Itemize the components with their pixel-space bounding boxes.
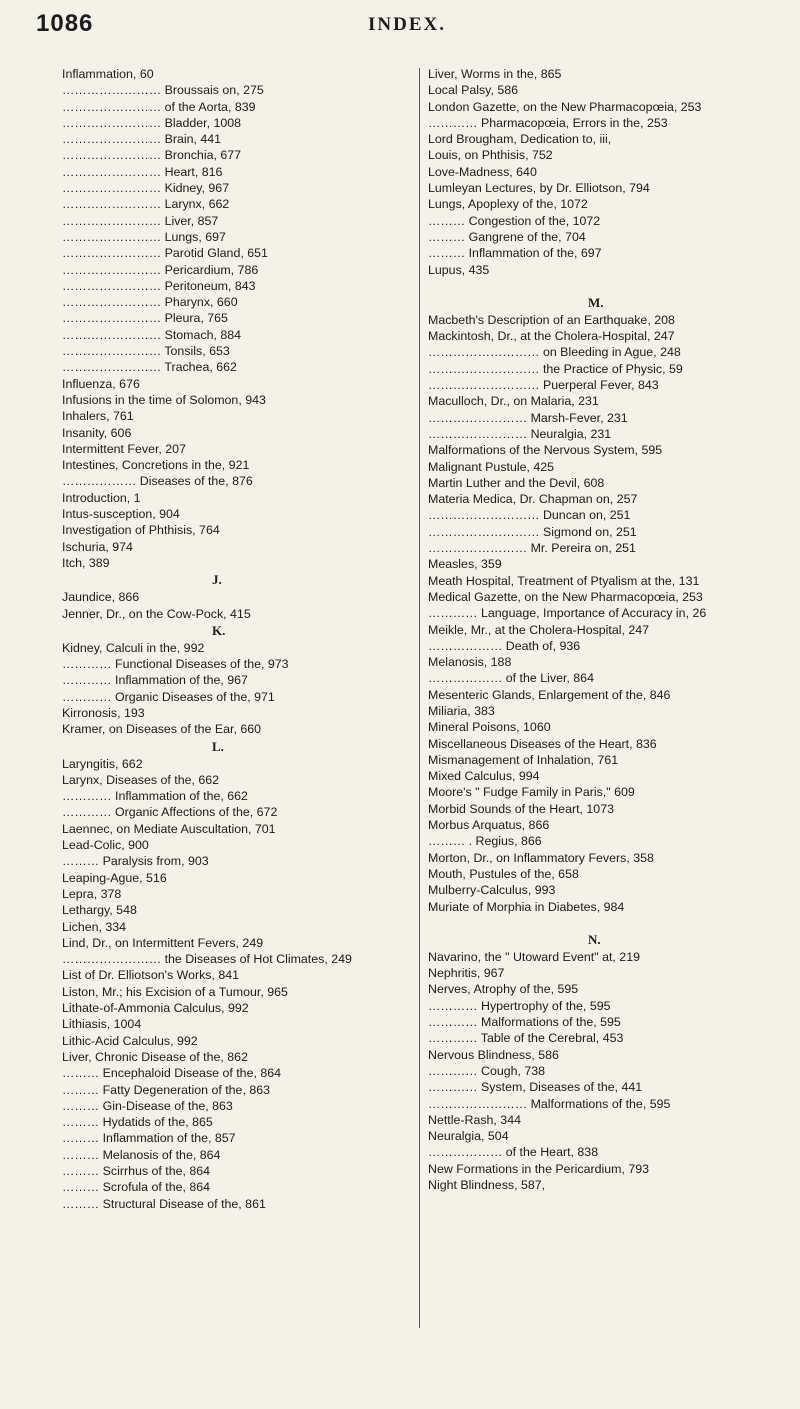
- index-entry: ……… Paralysis from, 903: [62, 854, 209, 869]
- letter-heading: N.: [588, 931, 601, 947]
- index-entry: Lichen, 334: [62, 919, 127, 934]
- index-entry: ……… Congestion of the, 1072: [428, 213, 601, 228]
- index-entry: List of Dr. Elliotson's Works, 841: [62, 968, 240, 983]
- index-entry: Lithic-Acid Calculus, 992: [62, 1033, 198, 1048]
- index-entry: Lethargy, 548: [62, 903, 137, 918]
- index-entry: …………………… Liver, 857: [62, 213, 219, 228]
- index-entry: ……………………… Duncan on, 251: [428, 508, 631, 523]
- index-entry: ………… System, Diseases of the, 441: [428, 1080, 643, 1095]
- index-entry: Neuralgia, 504: [428, 1129, 509, 1144]
- index-entry: Mouth, Pustules of the, 658: [428, 866, 579, 881]
- index-entry: ………… Organic Affections of the, 672: [62, 805, 278, 820]
- index-entry: ……………………… Puerperal Fever, 843: [428, 378, 659, 393]
- index-entry: …………………… Heart, 816: [62, 164, 223, 179]
- index-entry: Nettle-Rash, 344: [428, 1112, 521, 1127]
- index-entry: Lungs, Apoplexy of the, 1072: [428, 197, 588, 212]
- index-entry: Nervous Blindness, 586: [428, 1047, 559, 1062]
- index-entry: …………………… Bronchia, 677: [62, 148, 242, 163]
- index-entry: Laryngitis, 662: [62, 756, 143, 771]
- section-gap: [428, 915, 790, 931]
- index-entry: Melanosis, 188: [428, 655, 512, 670]
- index-entry: Lupus, 435: [428, 262, 490, 277]
- index-entry: ………… Cough, 738: [428, 1063, 546, 1078]
- index-entry: Malformations of the Nervous System, 595: [428, 443, 663, 458]
- index-entry: …………………… of the Aorta, 839: [62, 99, 256, 114]
- page-header: [0, 10, 800, 50]
- index-entry: Nerves, Atrophy of the, 595: [428, 982, 579, 997]
- index-entry: ……… Encephaloid Disease of the, 864: [62, 1066, 282, 1081]
- index-entry: Mineral Poisons, 1060: [428, 720, 551, 735]
- index-entry: ……………………… the Practice of Physic, 59: [428, 361, 683, 376]
- index-entry: Laennec, on Mediate Auscultation, 701: [62, 821, 276, 836]
- index-entry: Introduction, 1: [62, 490, 141, 505]
- index-entry: ……… Hydatids of the, 865: [62, 1115, 213, 1130]
- index-entry: Influenza, 676: [62, 376, 140, 391]
- index-entry: Jaundice, 866: [62, 590, 140, 605]
- index-entry: Kirronosis, 193: [62, 705, 145, 720]
- index-entry: Love-Madness, 640: [428, 164, 537, 179]
- index-entry: Lepra, 378: [62, 886, 122, 901]
- index-entry: ……… Inflammation of the, 857: [62, 1131, 236, 1146]
- index-entry: Lumleyan Lectures, by Dr. Elliotson, 794: [428, 181, 650, 196]
- index-entry: ……… . Regius, 866: [428, 834, 542, 849]
- index-entry: Meath Hospital, Treatment of Ptyalism at the, 131: [428, 573, 700, 588]
- index-entry: Louis, on Phthisis, 752: [428, 148, 553, 163]
- index-entry: Mulberry-Calculus, 993: [428, 883, 556, 898]
- index-entry: …………………… Mr. Pereira on, 251: [428, 541, 636, 556]
- index-entry: Larynx, Diseases of the, 662: [62, 772, 220, 787]
- index-entry: Ischuria, 974: [62, 539, 133, 554]
- index-entry: ………… Malformations of the, 595: [428, 1015, 621, 1030]
- index-entry: ………… Organic Diseases of the, 971: [62, 689, 275, 704]
- index-entry: ………… Hypertrophy of the, 595: [428, 998, 611, 1013]
- letter-heading: J.: [212, 572, 222, 588]
- index-entry: Mixed Calculus, 994: [428, 769, 540, 784]
- index-entry: Muriate of Morphia in Diabetes, 984: [428, 899, 625, 914]
- index-entry: …………………… Pericardium, 786: [62, 262, 259, 277]
- index-entry: Liver, Worms in the, 865: [428, 67, 562, 81]
- index-entry: Lead-Colic, 900: [62, 838, 149, 853]
- index-entry: ……… Gangrene of the, 704: [428, 229, 586, 244]
- index-entry: Morton, Dr., on Inflammatory Fevers, 358: [428, 850, 654, 865]
- index-entry: …………………… Malformations of the, 595: [428, 1096, 671, 1111]
- index-column-left: [62, 66, 424, 1212]
- index-entry: …………………… Marsh-Fever, 231: [428, 410, 628, 425]
- index-entry: Nephritis, 967: [428, 966, 505, 981]
- index-entry: ……… Scirrhus of the, 864: [62, 1164, 211, 1178]
- index-entry: …………………… Parotid Gland, 651: [62, 246, 268, 261]
- letter-heading: L.: [212, 738, 224, 754]
- index-entry: ………… Functional Diseases of the, 973: [62, 657, 289, 672]
- index-entry: …………………… Pharynx, 660: [62, 295, 238, 310]
- letter-heading: M.: [588, 294, 604, 310]
- index-entry: Jenner, Dr., on the Cow-Pock, 415: [62, 606, 251, 621]
- index-entry: Liver, Chronic Disease of the, 862: [62, 1049, 248, 1064]
- index-entry: …………………… Peritoneum, 843: [62, 278, 256, 293]
- index-entry: Meikle, Mr., at the Cholera-Hospital, 247: [428, 622, 650, 637]
- index-entry: …………………… Pleura, 765: [62, 311, 228, 326]
- index-entry: ………… Inflammation of the, 662: [62, 789, 248, 804]
- index-entry: …………………… the Diseases of Hot Climates, 249: [62, 952, 352, 967]
- index-entry: …………………… Stomach, 884: [62, 327, 242, 342]
- letter-heading: K.: [212, 622, 226, 638]
- index-entry: Kidney, Calculi in the, 992: [62, 640, 205, 655]
- index-entry: Lithiasis, 1004: [62, 1017, 142, 1032]
- index-entry: Inflammation, 60: [62, 67, 154, 81]
- index-entry: Mismanagement of Inhalation, 761: [428, 752, 619, 767]
- index-entry: ………… Table of the Cerebral, 453: [428, 1031, 624, 1046]
- index-entry: Investigation of Phthisis, 764: [62, 523, 220, 538]
- index-entry: Infusions in the time of Solomon, 943: [62, 392, 266, 407]
- index-entry: Mesenteric Glands, Enlargement of the, 846: [428, 687, 671, 702]
- index-entry: …………………… Bladder, 1008: [62, 115, 242, 130]
- index-entry: Macbeth's Description of an Earthquake, 208: [428, 312, 675, 327]
- index-entry: Martin Luther and the Devil, 608: [428, 475, 605, 490]
- index-entry: ……… Gin-Disease of the, 863: [62, 1098, 233, 1113]
- index-entry: Intermittent Fever, 207: [62, 441, 186, 456]
- index-entry: …………………… Tonsils, 653: [62, 344, 230, 359]
- index-entry: Measles, 359: [428, 557, 502, 572]
- index-column-right: [428, 66, 790, 1193]
- index-entry: Intestines, Concretions in the, 921: [62, 458, 250, 473]
- index-entry: ……… Fatty Degeneration of the, 863: [62, 1082, 270, 1097]
- index-entry: ………… Pharmacopœia, Errors in the, 253: [428, 115, 668, 130]
- index-entry: Medical Gazette, on the New Pharmacopœia, 253: [428, 589, 703, 604]
- index-entry: ……… Inflammation of the, 697: [428, 246, 602, 261]
- index-entry: ……………… Diseases of the, 876: [62, 474, 253, 489]
- index-entry: Navarino, the " Utoward Event" at, 219: [428, 949, 640, 964]
- index-entry: ………… Inflammation of the, 967: [62, 673, 248, 688]
- index-entry: …………………… Trachea, 662: [62, 360, 237, 375]
- index-entry: ……………………… Sigmond on, 251: [428, 524, 637, 539]
- column-divider: [419, 68, 420, 1328]
- index-entry: Morbid Sounds of the Heart, 1073: [428, 801, 614, 816]
- index-entry: Miliaria, 383: [428, 703, 495, 718]
- index-entry: Local Palsy, 586: [428, 83, 519, 98]
- index-entry: Intus-susception, 904: [62, 507, 180, 522]
- index-entry: Itch, 389: [62, 555, 110, 570]
- index-entry: Maculloch, Dr., on Malaria, 231: [428, 394, 599, 409]
- index-entry: Kramer, on Diseases of the Ear, 660: [62, 722, 262, 737]
- index-entry: ……………… Death of, 936: [428, 638, 581, 653]
- index-entry: …………………… Neuralgia, 231: [428, 426, 612, 441]
- index-entry: Morbus Arquatus, 866: [428, 818, 550, 833]
- index-entry: ……… Melanosis of the, 864: [62, 1147, 221, 1162]
- index-entry: Moore's " Fudge Family in Paris," 609: [428, 785, 635, 800]
- index-entry: Malignant Pustule, 425: [428, 459, 555, 474]
- index-entry: ……………………… on Bleeding in Ague, 248: [428, 345, 681, 360]
- index-entry: Materia Medica, Dr. Chapman on, 257: [428, 492, 638, 507]
- index-entry: Mackintosh, Dr., at the Cholera-Hospital, 247: [428, 329, 675, 344]
- index-entry: Leaping-Ague, 516: [62, 870, 167, 885]
- index-entry: …………………… Brain, 441: [62, 132, 222, 147]
- index-entry: ……………… of the Heart, 838: [428, 1145, 599, 1160]
- index-entry: Night Blindness, 587,: [428, 1178, 546, 1192]
- index-entry: London Gazette, on the New Pharmacopœia, 253: [428, 99, 702, 114]
- index-entry: …………………… Lungs, 697: [62, 229, 226, 244]
- index-entry: Lord Brougham, Dedication to, iii,: [428, 132, 612, 147]
- page-number: 1086: [36, 10, 94, 37]
- index-entry: Lind, Dr., on Intermittent Fevers, 249: [62, 935, 264, 950]
- index-entry: Liston, Mr.; his Excision of a Tumour, 965: [62, 984, 288, 999]
- section-gap: [428, 278, 790, 294]
- index-entry: ……………… of the Liver, 864: [428, 671, 594, 686]
- index-entry: ……… Scrofula of the, 864: [62, 1180, 211, 1195]
- index-entry: Insanity, 606: [62, 425, 132, 440]
- index-entry: …………………… Larynx, 662: [62, 197, 230, 212]
- index-entry: ……… Structural Disease of the, 861: [62, 1196, 266, 1211]
- index-entry: Miscellaneous Diseases of the Heart, 836: [428, 736, 657, 751]
- index-entry: Inhalers, 761: [62, 409, 134, 424]
- index-entry: ………… Language, Importance of Accuracy in, 26: [428, 606, 707, 621]
- index-entry: …………………… Kidney, 967: [62, 181, 230, 196]
- index-entry: Lithate-of-Ammonia Calculus, 992: [62, 1001, 249, 1016]
- index-entry: …………………… Broussais on, 275: [62, 83, 264, 98]
- running-head: INDEX.: [368, 14, 446, 35]
- index-entry: New Formations in the Pericardium, 793: [428, 1161, 650, 1176]
